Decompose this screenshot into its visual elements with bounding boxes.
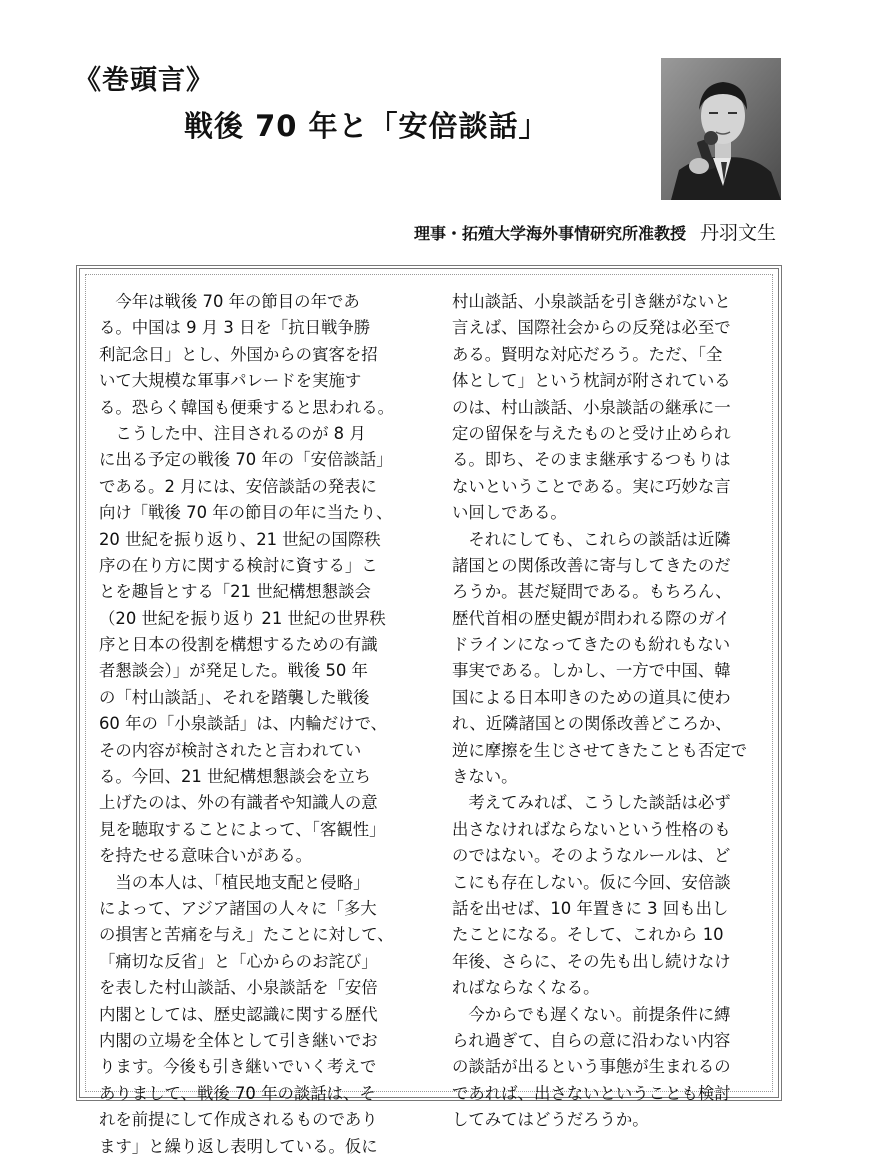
- text-line: れを前提にして作成されるものであり: [99, 1110, 378, 1130]
- text-line: ないということである。実に巧妙な言: [452, 476, 731, 496]
- text-line: られ過ぎて、自らの意に沿わない内容: [452, 1030, 731, 1050]
- text-line: 上げたのは、外の有識者や知識人の意: [99, 793, 378, 813]
- text-line: ればならなくなる。: [452, 978, 600, 998]
- text-line: る。恐らく韓国も便乗すると思われる。: [99, 397, 395, 417]
- text-line: 国による日本叩きのための道具に使わ: [452, 687, 731, 707]
- text-line: 村山談話、小泉談話を引き継がないと: [452, 292, 731, 311]
- text-line: を持たせる意味合いがある。: [99, 846, 313, 866]
- text-line: ます」と繰り返し表明している。仮に: [99, 1136, 378, 1156]
- text-line: い回しである。: [452, 503, 567, 523]
- text-line: （20 世紀を振り返り 21 世紀の世界秩: [99, 608, 386, 628]
- text-line: 逆に摩擦を生じさせてきたことも否定で: [452, 740, 748, 760]
- text-line: ろうか。甚だ疑問である。もちろん、: [452, 582, 732, 602]
- text-line: る。即ち、そのまま継承するつもりは: [452, 450, 731, 470]
- section-label: 《巻頭言》: [74, 65, 214, 96]
- text-line: 内閣の立場を全体として引き継いでお: [99, 1030, 378, 1050]
- text-line: 出さなければならないという性格のも: [452, 819, 731, 839]
- article-column-left: [99, 289, 405, 1160]
- text-line: である。2 月には、安倍談話の発表に: [99, 476, 377, 496]
- text-line: 60 年の「小泉談話」は、内輪だけで、: [99, 714, 387, 734]
- text-line: きない。: [452, 767, 518, 787]
- author-portrait-image: [661, 58, 781, 200]
- text-line: に出る予定の戦後 70 年の「安倍談話」: [99, 450, 393, 470]
- text-line: によって、アジア諸国の人々に「多大: [99, 898, 377, 918]
- text-line: 当の本人は、「植民地支配と侵略」: [115, 872, 370, 892]
- article-column-right: [452, 289, 758, 1134]
- text-line: 話を出せば、10 年置きに 3 回も出し: [452, 898, 729, 918]
- text-line: の「村山談話」、それを踏襲した戦後: [99, 687, 370, 707]
- text-line: を表した村山談話、小泉談話を「安倍: [99, 978, 378, 998]
- text-line: 内閣としては、歴史認識に関する歴代: [99, 1004, 378, 1024]
- text-line: してみてはどうだろうか。: [452, 1110, 649, 1130]
- text-line: の談話が出るという事態が生まれるの: [452, 1057, 731, 1077]
- author-name: 丹羽文生: [699, 222, 776, 244]
- text-line: 者懇談会）」が発足した。戦後 50 年: [99, 661, 368, 681]
- text-line: たことになる。そして、これから 10: [452, 925, 724, 945]
- text-line: とを趣旨とする「21 世紀構想懇談会: [99, 582, 371, 602]
- text-line: れ、近隣諸国との関係改善どころか、: [452, 714, 732, 734]
- text-line: 諸国との関係改善に寄与してきたのだ: [452, 555, 731, 575]
- text-line: 20 世紀を振り返り、21 世紀の国際秩: [99, 529, 381, 549]
- article-title: 戦後 70 年と「安倍談話」: [184, 109, 549, 143]
- text-line: 見を聴取することによって、「客観性」: [99, 819, 386, 839]
- text-line: 考えてみれば、こうした談話は必ず: [468, 793, 731, 813]
- text-line: 体として」という枕詞が附されている: [452, 371, 731, 391]
- text-line: 利記念日」とし、外国からの賓客を招: [99, 344, 378, 364]
- text-line: 年後、さらに、その先も出し続けなけ: [452, 951, 731, 971]
- text-line: 今からでも遅くない。前提条件に縛: [468, 1004, 731, 1024]
- text-line: こにも存在しない。仮に今回、安倍談: [452, 872, 731, 892]
- text-line: る。中国は 9 月 3 日を「抗日戦争勝: [99, 318, 371, 338]
- text-line: であれば、出さないということも検討: [452, 1083, 731, 1103]
- text-line: ある。賢明な対応だろう。ただ、「全: [452, 344, 723, 364]
- text-line: 事実である。しかし、一方で中国、韓: [452, 661, 731, 681]
- text-line: 言えば、国際社会からの反発は必至で: [452, 318, 731, 338]
- text-line: のではない。そのようなルールは、ど: [452, 846, 731, 866]
- text-line: いて大規模な軍事パレードを実施す: [99, 371, 362, 391]
- text-line: のは、村山談話、小泉談話の継承に一: [452, 397, 731, 417]
- text-line: る。今回、21 世紀構想懇談会を立ち: [99, 767, 371, 787]
- text-line: 定の留保を与えたものと受け止められ: [452, 423, 731, 443]
- text-line: 「痛切な反省」と「心からのお詫び」: [99, 951, 378, 971]
- text-line: こうした中、注目されるのが 8 月: [115, 423, 366, 443]
- text-line: 歴代首相の歴史観が問われる際のガイ: [452, 608, 731, 628]
- text-line: 向け「戦後 70 年の節目の年に当たり、: [99, 503, 393, 523]
- text-line: 今年は戦後 70 年の節目の年であ: [115, 292, 360, 311]
- text-line: の損害と苦痛を与え」たことに対して、: [99, 925, 394, 945]
- text-line: その内容が検討されたと言われてい: [99, 740, 362, 760]
- text-line: それにしても、これらの談話は近隣: [468, 529, 731, 549]
- author-photo: [661, 58, 781, 200]
- author-affiliation: 理事・拓殖大学海外事情研究所准教授: [413, 224, 686, 243]
- author-byline: [414, 218, 776, 245]
- text-line: ります。今後も引き継いでいく考えで: [99, 1057, 377, 1077]
- text-line: ありまして、戦後 70 年の談話は、そ: [99, 1083, 376, 1103]
- text-line: 序と日本の役割を構想するための有識: [99, 635, 378, 655]
- text-line: ドラインになってきたのも紛れもない: [452, 635, 731, 655]
- text-line: 序の在り方に関する検討に資する」こ: [99, 555, 378, 575]
